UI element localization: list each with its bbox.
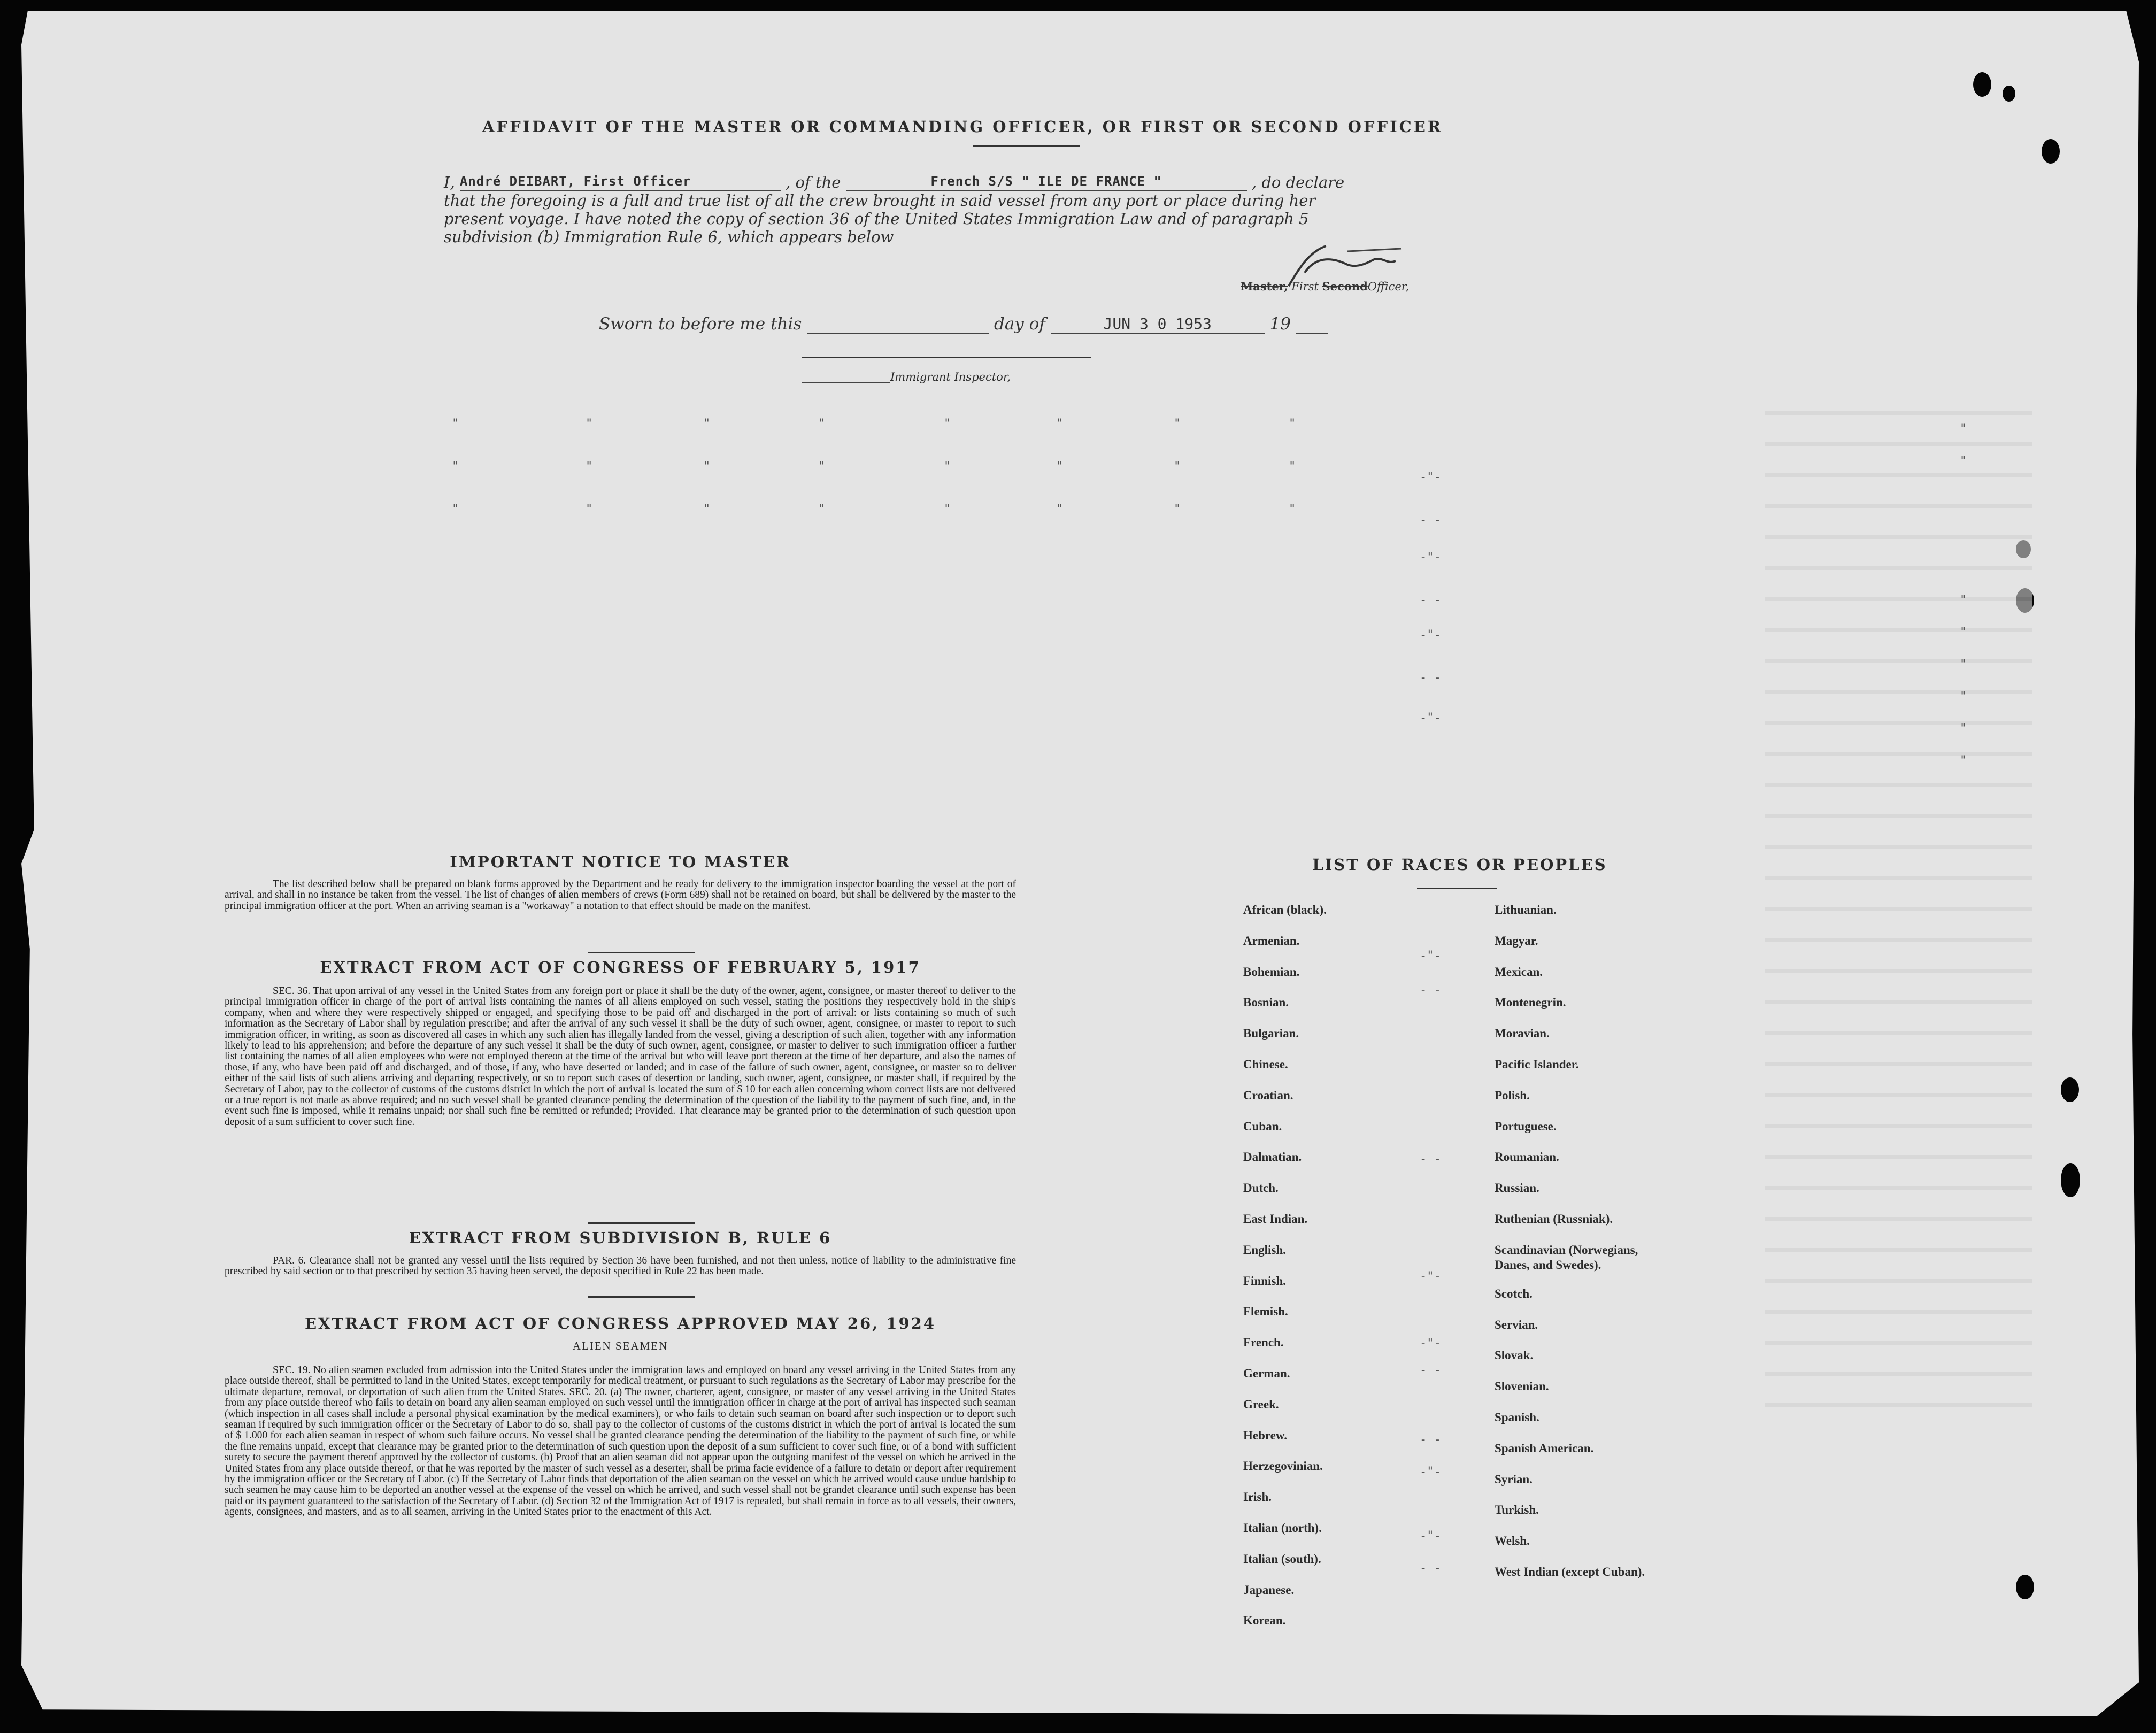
officer-label: Officer, [1367, 280, 1410, 293]
binder-hole [2003, 86, 2015, 102]
race-item: Bosnian. [1243, 996, 1289, 1010]
race-item: Scotch. [1495, 1287, 1533, 1300]
divider [588, 1296, 695, 1298]
ditto-mark: " [1960, 754, 1967, 767]
race-item: Montenegrin. [1495, 996, 1566, 1010]
divider [973, 145, 1080, 147]
extract2-title: EXTRACT FROM SUBDIVISION B, RULE 6 [409, 1229, 832, 1247]
ditto-mark: - - [1420, 1561, 1441, 1575]
officer-name: André DEIBART, First Officer [460, 172, 781, 191]
race-item: African (black). [1243, 903, 1327, 916]
ditto-mark: - - [1420, 1152, 1441, 1166]
race-item: Dutch. [1243, 1181, 1279, 1195]
ditto-mark: -"- [1420, 551, 1441, 564]
race-item: Bulgarian. [1243, 1027, 1299, 1041]
of-the-label: , of the [786, 173, 841, 191]
ditto-mark: " [1289, 503, 1296, 516]
race-item: Mexican. [1495, 965, 1543, 979]
race-item: Greek. [1243, 1397, 1279, 1411]
race-item: Spanish. [1495, 1411, 1539, 1424]
race-item: Turkish. [1495, 1503, 1539, 1517]
ditto-mark: " [1289, 417, 1296, 430]
race-item: Herzegovinian. [1243, 1459, 1323, 1473]
ditto-mark: " [586, 417, 593, 430]
bleed-through [1765, 385, 2032, 1433]
year-prefix: 19 [1269, 314, 1291, 334]
race-item: Italian (south). [1243, 1552, 1321, 1566]
notice-title: IMPORTANT NOTICE TO MASTER [450, 853, 791, 871]
ditto-mark: " [1960, 722, 1967, 735]
ditto-mark: " [1289, 460, 1296, 473]
ditto-mark: " [818, 460, 826, 473]
first-label: First [1291, 280, 1319, 293]
binder-hole [1973, 72, 1991, 97]
race-item: Flemish. [1243, 1305, 1288, 1319]
vessel-name: French S/S " ILE DE FRANCE " [846, 172, 1247, 191]
race-item: French. [1243, 1336, 1284, 1350]
year-blank [1296, 333, 1328, 334]
divider [1417, 888, 1497, 889]
race-item: Finnish. [1243, 1274, 1286, 1288]
declaration-line: that the foregoing is a full and true list of all the crew brought in said vessel from any port or place during her [444, 191, 1316, 210]
race-item: East Indian. [1243, 1212, 1308, 1226]
ditto-mark: " [703, 503, 711, 516]
do-declare-label: , do declare [1251, 173, 1345, 191]
extract3-subtitle: ALIEN SEAMEN [572, 1339, 668, 1352]
ditto-mark: " [1960, 658, 1967, 671]
ditto-mark: " [944, 460, 951, 473]
race-item: Spanish American. [1495, 1441, 1594, 1455]
ditto-mark: " [1056, 417, 1064, 430]
ditto-mark: " [586, 460, 593, 473]
affidavit-title: AFFIDAVIT OF THE MASTER OR COMMANDING OFFICER, OR FIRST OR SECOND OFFICER [482, 118, 1443, 136]
ditto-mark: " [586, 503, 593, 516]
race-item: Polish. [1495, 1088, 1530, 1102]
race-item: Chinese. [1243, 1058, 1288, 1071]
ditto-mark: - - [1420, 984, 1441, 997]
race-item: Scandinavian (Norwegians, Danes, and Swedes). [1495, 1243, 1638, 1272]
binder-hole [2061, 1163, 2080, 1197]
declaration-line: present voyage. I have noted the copy of section 36 of the United States Immigration Law and of paragraph 5 [444, 210, 1309, 228]
binder-hole [2061, 1077, 2079, 1102]
ditto-mark: " [818, 503, 826, 516]
divider [588, 952, 695, 953]
race-item: Welsh. [1495, 1534, 1530, 1548]
ditto-mark: " [944, 503, 951, 516]
extract1-title: EXTRACT FROM ACT OF CONGRESS OF FEBRUARY 5, 1917 [320, 958, 921, 976]
ditto-mark: - - [1420, 671, 1441, 684]
extract2-text: PAR. 6. Clearance shall not be granted any vessel until the lists required by Section 36 have been furnished, and not then unless, notice of liability to the administrative fine prescribed by said section or to that prescribed by section 35 having been served, the deposit specified in Rule 22 has been made. [225, 1255, 1016, 1277]
date-stamp: JUN 3 0 1953 [1051, 315, 1265, 334]
ditto-mark: " [1056, 460, 1064, 473]
race-item: Roumanian. [1495, 1150, 1559, 1164]
ditto-mark: -"- [1420, 949, 1441, 962]
race-item: Irish. [1243, 1490, 1272, 1504]
race-item: Armenian. [1243, 934, 1300, 948]
race-item: German. [1243, 1367, 1290, 1380]
declaration-line: subdivision (b) Immigration Rule 6, which appears below [444, 228, 894, 246]
ditto-mark: " [1174, 503, 1181, 516]
race-item: Hebrew. [1243, 1428, 1287, 1442]
ditto-mark: " [818, 417, 826, 430]
race-item: Dalmatian. [1243, 1150, 1302, 1164]
sworn-day-blank [807, 333, 989, 334]
master-label: Master, [1241, 280, 1288, 293]
ditto-mark: -"- [1420, 628, 1441, 642]
inspector-label: Immigrant Inspector, [890, 371, 1011, 383]
declaration-start: I, [444, 173, 455, 191]
notice-text: The list described below shall be prepared on blank forms approved by the Department and be ready for delivery to the immigration inspector boarding the vessel at the port of arrival, and shall in no instance be taken from the vessel. The list of changes of alien members of crews (Form 689) shall not be retained on board, but shall be delivered by the master to the principal immigration officer at the port. When an arriving seaman is a "workaway" a notation to that effect should be made on the manifest. [225, 879, 1016, 912]
inspector-blank [802, 382, 890, 383]
ditto-mark: -"- [1420, 1270, 1441, 1283]
race-item: Servian. [1495, 1318, 1538, 1331]
ditto-mark: - - [1420, 1364, 1441, 1377]
races-title: LIST OF RACES OR PEOPLES [1312, 856, 1607, 874]
race-item: Slovak. [1495, 1349, 1534, 1362]
ditto-mark: " [452, 417, 459, 430]
ditto-mark: " [1960, 455, 1967, 468]
ditto-mark: -"- [1420, 711, 1441, 725]
ditto-mark: " [1960, 594, 1967, 607]
officer-title-line [1241, 280, 1409, 293]
race-item: Moravian. [1495, 1027, 1550, 1041]
ditto-mark: " [703, 460, 711, 473]
binder-hole [2016, 1575, 2034, 1599]
race-item: Slovenian. [1495, 1380, 1549, 1393]
sworn-line [599, 314, 1328, 334]
race-item: Russian. [1495, 1181, 1539, 1195]
ditto-mark: - - [1420, 1433, 1441, 1446]
race-item: Portuguese. [1495, 1119, 1557, 1133]
ditto-mark: " [1174, 460, 1181, 473]
binder-hole [2042, 139, 2060, 164]
race-item: Cuban. [1243, 1119, 1282, 1133]
ditto-mark: " [1056, 503, 1064, 516]
signature-rule [802, 357, 1091, 358]
second-label: Second [1322, 280, 1368, 293]
sworn-label: Sworn to before me this [599, 314, 802, 334]
extract3-title: EXTRACT FROM ACT OF CONGRESS APPROVED MAY 26, 1924 [304, 1314, 936, 1333]
ditto-mark: -"- [1420, 471, 1441, 484]
ditto-mark: " [1960, 422, 1967, 436]
ditto-mark: " [452, 460, 459, 473]
race-item: Lithuanian. [1495, 903, 1557, 916]
ditto-mark: " [1960, 690, 1967, 703]
extract1-text: SEC. 36. That upon arrival of any vessel in the United States from any foreign port or place it shall be the duty of the owner, agent, consignee, or master thereof to deliver to the principal immigration officer in charge of the port of arrival lists containing the names of all aliens employed on such vessel, stating the positions they respectively hold in the ship's company, when and where they were respectively shipped or engaged, and specifying those to be paid off and discharged in the port of arrival: or lists containing so much of such information as the Secretary of Labor shall by regulation prescribe; and after the arrival of any such vessel it shall be the duty of such owner, agent, consignee, or master to report to such immigration officer, in writing, as soon as discovered all cases in which any such alien has illegally landed from the vessel, giving a description of such alien, together with any information likely to lead to his apprehension; and before the departure of any such vessel it shall be the duty of such owner, agent, consignee, or master to deliver to such immigration officer a further list containing the names of all alien employees who were not employed thereon at the time of the arrival but who will leave port thereon at the time of her departure, and also the names of those, if any, who have been paid off and discharged, and of those, if any, who have deserted or landed; and in case of the failure of such owner, agent, consignee, or master so to deliver either of the said lists of such aliens arriving and departing respectively, or so to report such cases of desertion or landing, such owner, agent, consignee, or master shall, if required by the Secretary of Labor, pay to the collector of customs of the customs district in which the port of arrival is located the sum of $ 10 for each alien concerning whom correct lists are not delivered or a true report is not made as above required; and no such vessel shall be granted clearance pending the determination of the question of the liability to the payment of such fine, and, in the event such fine is imposed, while it remains unpaid; nor shall such fine be remitted or refunded; Provided. That clearance may be granted prior to the determination of such question upon deposit of a sum sufficient to cover such fine. [225, 986, 1016, 1128]
inspector-line [802, 371, 1011, 383]
race-item: Bohemian. [1243, 965, 1300, 979]
divider [588, 1222, 695, 1224]
day-of-label: day of [994, 314, 1045, 334]
race-item: Pacific Islander. [1495, 1058, 1579, 1071]
ditto-mark: - - [1420, 594, 1441, 607]
race-item: Italian (north). [1243, 1521, 1322, 1535]
ditto-mark: " [703, 417, 711, 430]
ditto-mark: - - [1420, 513, 1441, 527]
ditto-mark: -"- [1420, 1529, 1441, 1543]
race-item: Ruthenian (Russniak). [1495, 1212, 1613, 1226]
race-item: Korean. [1243, 1614, 1286, 1628]
race-item: Syrian. [1495, 1472, 1533, 1486]
race-item: Magyar. [1495, 934, 1538, 948]
ditto-mark: " [1960, 626, 1967, 639]
extract3-text: SEC. 19. No alien seamen excluded from admission into the United States under the immigration laws and employed on board any vessel arriving in the United States from any place outside thereof, shall be permitted to land in the United States, except temporarily for medical treatment, or pursuant to such regulations as the Secretary of Labor may prescribe for the ultimate departure, removal, or deportation of such alien from the United States. SEC. 20. (a) The owner, charterer, agent, consignee, or master of any vessel arriving in the United States from any place outside thereof who fails to detain on board any alien seaman employed on such vessel until the immigration officer in charge at the port of arrival has inspected such seaman (which inspection in all cases shall include a personal physical examination by the medical examiners), or who fails to detain such seaman on board after such inspection or to deport such seaman if required by such immigration officer or the Secretary of Labor to do so, shall pay to the collector of customs of the customs district in which the port of arrival is located the sum of $ 1.000 for each alien seaman in respect of whom such failure occurs. No vessel shall be granted clearance pending the determination of the liability to the payment of such fine, or while the fine remains unpaid, except that clearance may be granted prior to the determination of such question upon the deposit of a sum sufficient to cover such fine, or of a bond with sufficient surety to secure the payment thereof approved by the collector of customs. (b) Proof that an alien seaman did not appear upon the outgoing manifest of the vessel on which he arrived in the United States from any place outside thereof, or that he was reported by the master of such vessel as a deserter, shall be prima facie evidence of a failure to detain or deport after requirement by the immigration officer or the Secretary of Labor. (c) If the Secretary of Labor finds that deportation of the alien seaman on the vessel on which he arrived would cause undue hardship to such seamen he may cause him to be deported an another vessel at the expense of the vessel on which he arrived, and such vessel shall not be grandet clearance until such expense has been paid or its payment guaranteed to the satisfaction of the Secretary of Labor. (d) Section 32 of the Immigration Act of 1917 is repealed, but shall remain in force as to all vessels, their owners, agents, consignees, and masters, and as to all seamen, arriving in the United States prior to the enactment of this Act. [225, 1365, 1016, 1518]
ditto-mark: -"- [1420, 1465, 1441, 1478]
ditto-mark: " [944, 417, 951, 430]
race-item: Japanese. [1243, 1583, 1295, 1597]
race-item: Croatian. [1243, 1088, 1293, 1102]
ditto-mark: -"- [1420, 1337, 1441, 1350]
ditto-mark: " [452, 503, 459, 516]
race-item: English. [1243, 1243, 1286, 1257]
race-item: West Indian (except Cuban). [1495, 1565, 1645, 1578]
ditto-mark: " [1174, 417, 1181, 430]
